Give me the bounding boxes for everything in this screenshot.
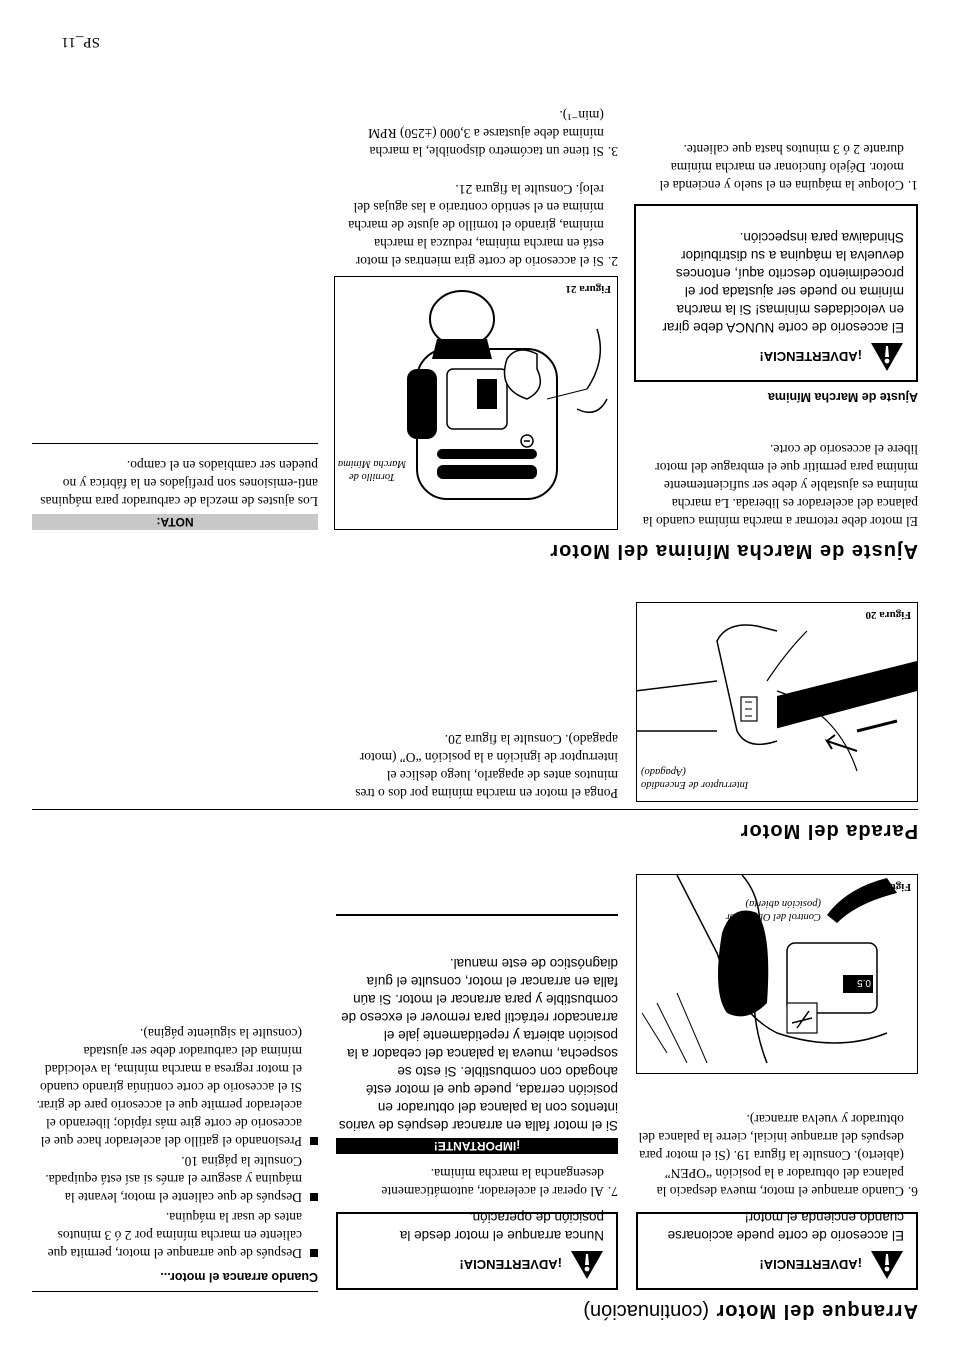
svg-text:0.5: 0.5	[857, 977, 871, 988]
warning-heading	[650, 1250, 904, 1280]
warning-heading-text: ¡ADVERTENCIA!	[759, 349, 862, 365]
warning-triangle-icon	[570, 1250, 604, 1280]
step-number: 6.	[907, 1184, 918, 1199]
figure-20-caption	[641, 765, 817, 791]
ajuste-step-3	[334, 106, 618, 160]
step-number: 2.	[607, 254, 618, 269]
step-text: Al operar el acelerador, automáticamente desengancha la marcha mínima.	[381, 1166, 604, 1199]
figure-19	[636, 874, 918, 1074]
figure-20-label: Figura 20	[865, 609, 911, 621]
warning-box-accesorio	[636, 1212, 918, 1290]
section-title-parada: Parada del Motor	[739, 820, 918, 842]
warning-text: Nunca arranque el motor desde la posición de operación.	[399, 1210, 604, 1243]
important-divider	[336, 914, 618, 916]
caption-line: (Apagado)	[641, 766, 686, 777]
warning-triangle-icon	[870, 342, 904, 372]
idle-screw-illustration	[334, 276, 617, 529]
warning-heading-text: ¡ADVERTENCIA!	[759, 1257, 862, 1273]
figure-19-label: Figura 19	[865, 881, 911, 893]
section-title-ajuste: Ajuste de Marcha Mínima del Motor	[549, 540, 918, 562]
step-text: Si tiene un tacómetro disponible, la marcha mínima debe ajustarse a 3,000 (±250) RPM (min⁻¹).	[368, 108, 604, 159]
step-7	[336, 1164, 618, 1200]
nota-text: Los ajustes de mezcla de carburador para máquinas anti-emisiones son prefijados en la fábrica y no pueden ser cambiados en el campo.	[40, 458, 318, 509]
warning-text: El accesorio de corte NUNCA debe girar en velocidades mínimas! Si la marcha mínima no puede ser ajustada por el procedimiento descrito aquí, entonces devuelva la máquina a su distribuidor Shindaiwa para inspección.	[662, 230, 904, 335]
cuando-bullet-list	[32, 1024, 318, 1262]
figure-21-label: Figura 21	[565, 283, 611, 295]
ajuste-subheading: Ajuste de Marcha Mínima	[767, 390, 918, 404]
nota-heading: NOTA:	[32, 514, 318, 530]
section-title-continued: (continuación)	[583, 1300, 709, 1322]
ajuste-step-2	[334, 180, 618, 270]
caption-line: Tornillo de	[349, 471, 395, 482]
caption-line: Interruptor de Encendido	[641, 779, 749, 790]
figure-21-caption	[337, 457, 407, 483]
ajuste-intro: El motor debe retornar a marcha mínima cuando la palanca del acelerador es liberada. La marcha mínima es ajustable y debe ser suficientemente mínima para permitir que el embrague del motor libere el accesorio de corte.	[642, 442, 918, 529]
warning-heading	[350, 1250, 604, 1280]
parada-text: Ponga el motor en marcha mínima por dos o tres minutos antes de apagarlo, luego deslice el interruptor de ignición a la posición “O” (motor apagado). Consulte la figura 20.	[355, 732, 618, 801]
bullet-square	[310, 1193, 318, 1201]
important-heading: ¡IMPORTANTE!	[336, 1138, 618, 1154]
section-title-text: Arranque del Motor	[715, 1300, 918, 1322]
step-number: 7.	[607, 1184, 618, 1199]
nota-bottom-rule	[32, 443, 318, 444]
bullet-square	[310, 1137, 318, 1145]
step-number: 1.	[907, 178, 918, 193]
bullet-text: Después de que caliente el motor, levante la máquina y asegure el arnés si así está equipada. Consulte la página 10.	[45, 1154, 302, 1205]
section-title-arranque	[583, 1299, 918, 1322]
warning-triangle-icon	[870, 1250, 904, 1280]
warning-box-ajuste	[634, 204, 918, 382]
cuando-bullet	[32, 1024, 318, 1150]
ajuste-step-1	[634, 140, 918, 194]
step-number: 3.	[607, 144, 618, 159]
figure-21	[334, 276, 618, 530]
caption-line: Marcha Mínima	[337, 458, 407, 469]
cuando-bullet	[32, 1152, 318, 1206]
warning-box-posicion	[336, 1212, 618, 1290]
warning-heading-text: ¡ADVERTENCIA!	[459, 1257, 562, 1273]
bullet-text: Presionando el gatillo del acelerador hace que el accesorio de corte gire más rápido; liberando el acelerador permite que el accesorio pare de girar. Si el accesorio de corte continúa girando cuando el motor regresa a marcha mínima, la velocidad mínima del carburador debe ser ajustada (consulte la siguiente página).	[36, 1026, 302, 1149]
cuando-top-rule	[32, 1291, 318, 1292]
step-text: Coloque la máquina en el suelo y encienda el motor. Déjelo funcionar en marcha mínima durante 2 ó 3 minutos hasta que caliente.	[659, 142, 904, 193]
important-text: Si el motor falla en arrancar después de varios intentos con la palanca del obturador en posición cerrada, puede que el motor esté ahogado con combustible. Si esto se sospecha, mueva la palanca del cebador a la posición abierta y repetidamente jale el arrancador retráctil para remover el exceso de combustible y para arrancar el motor. Si aún falla en arrancar el motor, consulte el guía diagnóstico de este manual.	[338, 956, 618, 1133]
step-text: Cuando arranque el motor, mueva despacio la palanca del obturador a la posición “OPEN” (abierto). Consulte la figura 19. (Si el motor para después del arranque inicial, cierre la palanca del obturador y vuelva arrancar).	[638, 1112, 904, 1199]
warning-text: El accesorio de corte puede accionarse cuando encienda el motor!	[667, 1210, 904, 1243]
figure-20	[636, 602, 918, 802]
bullet-text: Después de que arranque el motor, permita que caliente en marcha mínima por 2 ó 3 minutos antes de usar la máquina.	[47, 1210, 302, 1261]
caption-line: (posición abierta)	[745, 898, 821, 909]
caption-line: Control del Obturador	[725, 911, 821, 922]
bullet-square	[310, 1249, 318, 1257]
figure-19-caption	[681, 897, 821, 923]
cuando-bullet	[32, 1208, 318, 1262]
cuando-heading: Cuando arranca el motor...	[160, 1270, 318, 1284]
page-number: SP_11	[61, 34, 100, 50]
warning-heading	[648, 342, 904, 372]
step-text: Si el accesorio de corte gira mientras el motor está en marcha mínima, reduzca la marcha mínima, girando el tornillo de ajuste de marcha mínima en el sentido contrario a las agujas del reloj. Consulte la figura 21.	[348, 182, 604, 269]
step-6	[636, 1110, 918, 1200]
parada-rule	[32, 809, 918, 810]
